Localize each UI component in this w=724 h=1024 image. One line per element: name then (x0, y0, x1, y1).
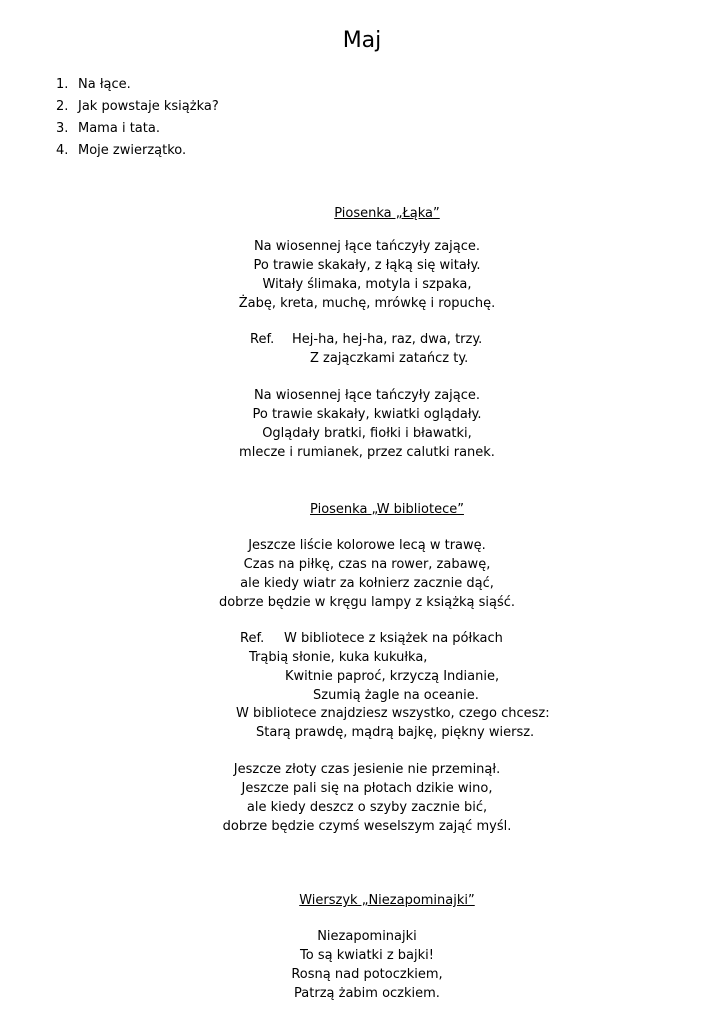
song2-ref-line: Szumią żagle na oceanie. (313, 688, 479, 703)
song2-verse2-line: Jeszcze złoty czas jesienie nie przeminął. (233, 762, 501, 777)
song2-verse1-line: dobrze będzie w kręgu lampy z książką siąść. (218, 595, 516, 610)
table-of-contents (56, 74, 219, 162)
song1-verse1-line: Żabę, kreta, muchę, mrówkę i ropuchę. (238, 296, 496, 311)
song1-ref-line: Hej-ha, hej-ha, raz, dwa, trzy. (292, 332, 483, 347)
song1-verse2-line: Oglądały bratki, fiołki i bławatki, (262, 426, 472, 441)
poem-line: Rosną nad potoczkiem, (291, 967, 443, 982)
poem-heading: Wierszyk „Niezapominajki” (299, 893, 475, 908)
song1-ref-label: Ref. (250, 332, 275, 347)
song1-verse1-line: Na wiosennej łące tańczyły zające. (253, 239, 481, 254)
song2-ref-line: Trąbią słonie, kuka kukułka, (249, 650, 428, 665)
song2-verse2-line: Jeszcze pali się na płotach dzikie wino, (241, 781, 493, 796)
poem-line: Patrzą żabim oczkiem. (294, 986, 440, 1001)
song1-verse1-line: Witały ślimaka, motyla i szpaka, (262, 277, 472, 292)
song1-verse1-line: Po trawie skakały, z łąką się witały. (253, 258, 481, 273)
song2-verse2-line: dobrze będzie czymś weselszym zająć myśl. (222, 819, 512, 834)
list-item: 2. Jak powstaje książka? (56, 99, 219, 114)
song2-heading: Piosenka „W bibliotece” (310, 502, 464, 517)
song2-ref-line: Kwitnie paproć, krzyczą Indianie, (285, 669, 500, 684)
poem-line: Niezapominajki (317, 929, 417, 944)
song2-ref-label: Ref. (240, 631, 265, 646)
song1-ref-line: Z zajączkami zatańcz ty. (310, 351, 469, 366)
song1-heading: Piosenka „Łąka” (334, 206, 440, 221)
song2-ref-line: Starą prawdę, mądrą bajkę, piękny wiersz. (256, 725, 535, 740)
song2-ref-line: W bibliotece znajdziesz wszystko, czego chcesz: (236, 706, 550, 721)
song2-verse1-line: Czas na piłkę, czas na rower, zabawę, (243, 557, 491, 572)
list-item: 3. Mama i tata. (56, 121, 160, 136)
poem-line: To są kwiatki z bajki! (300, 948, 434, 963)
song1-verse2-line: mlecze i rumianek, przez calutki ranek. (239, 445, 495, 460)
list-item: 1. Na łące. (56, 77, 131, 92)
song1-verse2-line: Na wiosennej łące tańczyły zające. (253, 388, 481, 403)
song2-verse2-line: ale kiedy deszcz o szyby zacznie bić, (246, 800, 488, 815)
song1-verse2-line: Po trawie skakały, kwiatki oglądały. (252, 407, 482, 422)
song2-verse1-line: ale kiedy wiatr za kołnierz zacznie dąć, (240, 576, 494, 591)
page-title: Maj (342, 28, 382, 53)
song2-ref-line: W bibliotece z książek na półkach (284, 631, 503, 646)
song2-verse1-line: Jeszcze liście kolorowe lecą w trawę. (248, 538, 486, 553)
list-item: 4. Moje zwierzątko. (56, 143, 187, 158)
